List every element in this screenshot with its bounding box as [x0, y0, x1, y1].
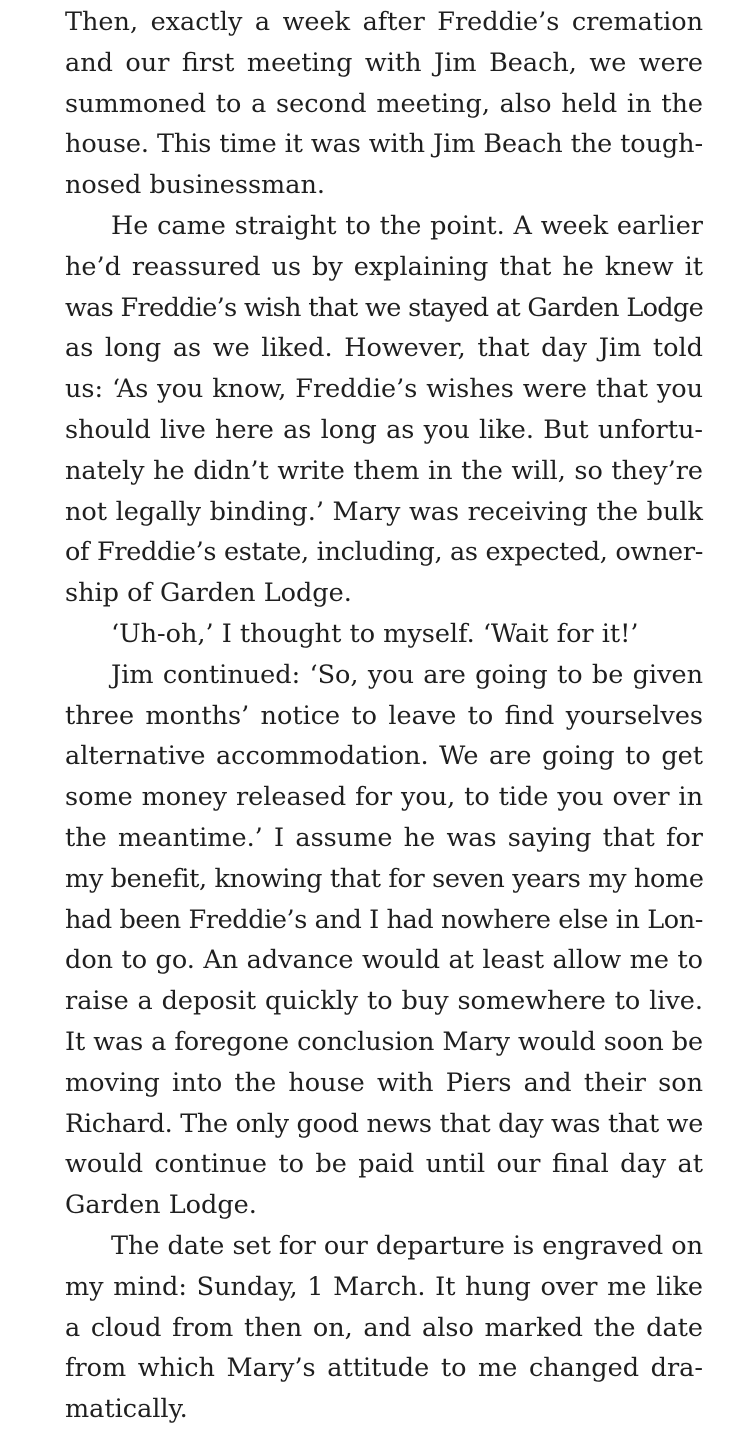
text-line: had been Freddie’s and I had nowhere else in Lon-: [65, 904, 703, 935]
text-line: The date set for our departure is engraved on: [111, 1230, 703, 1261]
text-line: three months’ notice to leave to find yourselves: [65, 700, 703, 731]
text-line: my benefit, knowing that for seven years my home: [65, 863, 704, 894]
text-line: and our first meeting with Jim Beach, we were: [65, 47, 703, 78]
text-line: would continue to be paid until our final day at: [65, 1149, 703, 1180]
text-line: It was a foregone conclusion Mary would soon be: [65, 1026, 704, 1057]
text-line: some money released for you, to tide you over in: [65, 782, 703, 813]
body-text: [65, 2, 703, 1430]
text-line: He came straight to the point. A week earlier: [111, 210, 703, 241]
text-line: Garden Lodge.: [65, 1190, 257, 1221]
paragraph-4: [65, 655, 703, 1226]
text-line: Then, exactly a week after Freddie’s cremation: [65, 7, 703, 37]
text-line: Jim continued: ‘So, you are going to be given: [111, 659, 703, 690]
paragraph-2: [65, 206, 703, 614]
paragraph-5: [65, 1226, 703, 1430]
paragraph-1: [65, 2, 703, 206]
text-line: nosed businessman.: [65, 170, 325, 201]
text-line: ship of Garden Lodge.: [65, 578, 352, 609]
text-line: he’d reassured us by explaining that he knew it: [65, 251, 703, 282]
text-line: nately he didn’t write them in the will, so they’re: [65, 455, 703, 486]
text-line: my mind: Sunday, 1 March. It hung over me like: [65, 1271, 703, 1302]
text-line: house. This time it was with Jim Beach the tough-: [65, 129, 703, 160]
text-line: the meantime.’ I assume he was saying that for: [65, 822, 703, 853]
text-line: was Freddie’s wish that we stayed at Garden Lodge: [65, 292, 704, 323]
text-line: as long as we liked. However, that day Jim told: [65, 333, 703, 364]
text-line: matically.: [65, 1394, 188, 1425]
text-line: should live here as long as you like. But unfortu-: [65, 414, 703, 445]
paragraph-3: [65, 614, 703, 655]
text-line: from which Mary’s attitude to me changed dra-: [65, 1353, 703, 1384]
text-line: not legally binding.’ Mary was receiving the bulk: [65, 496, 703, 527]
text-line: summoned to a second meeting, also held in the: [65, 88, 703, 119]
text-line: moving into the house with Piers and their son: [65, 1067, 703, 1098]
text-line: alternative accommodation. We are going to get: [65, 741, 703, 772]
text-line: raise a deposit quickly to buy somewhere to live.: [65, 986, 703, 1017]
text-line: Richard. The only good news that day was that we: [65, 1108, 703, 1139]
text-line: us: ‘As you know, Freddie’s wishes were that you: [65, 374, 703, 405]
text-line: a cloud from then on, and also marked the date: [65, 1312, 703, 1343]
text-line: of Freddie’s estate, including, as expected, owner-: [65, 537, 703, 568]
text-line: ‘Uh-oh,’ I thought to myself. ‘Wait for it!’: [111, 618, 639, 649]
text-line: don to go. An advance would at least allow me to: [65, 945, 703, 976]
